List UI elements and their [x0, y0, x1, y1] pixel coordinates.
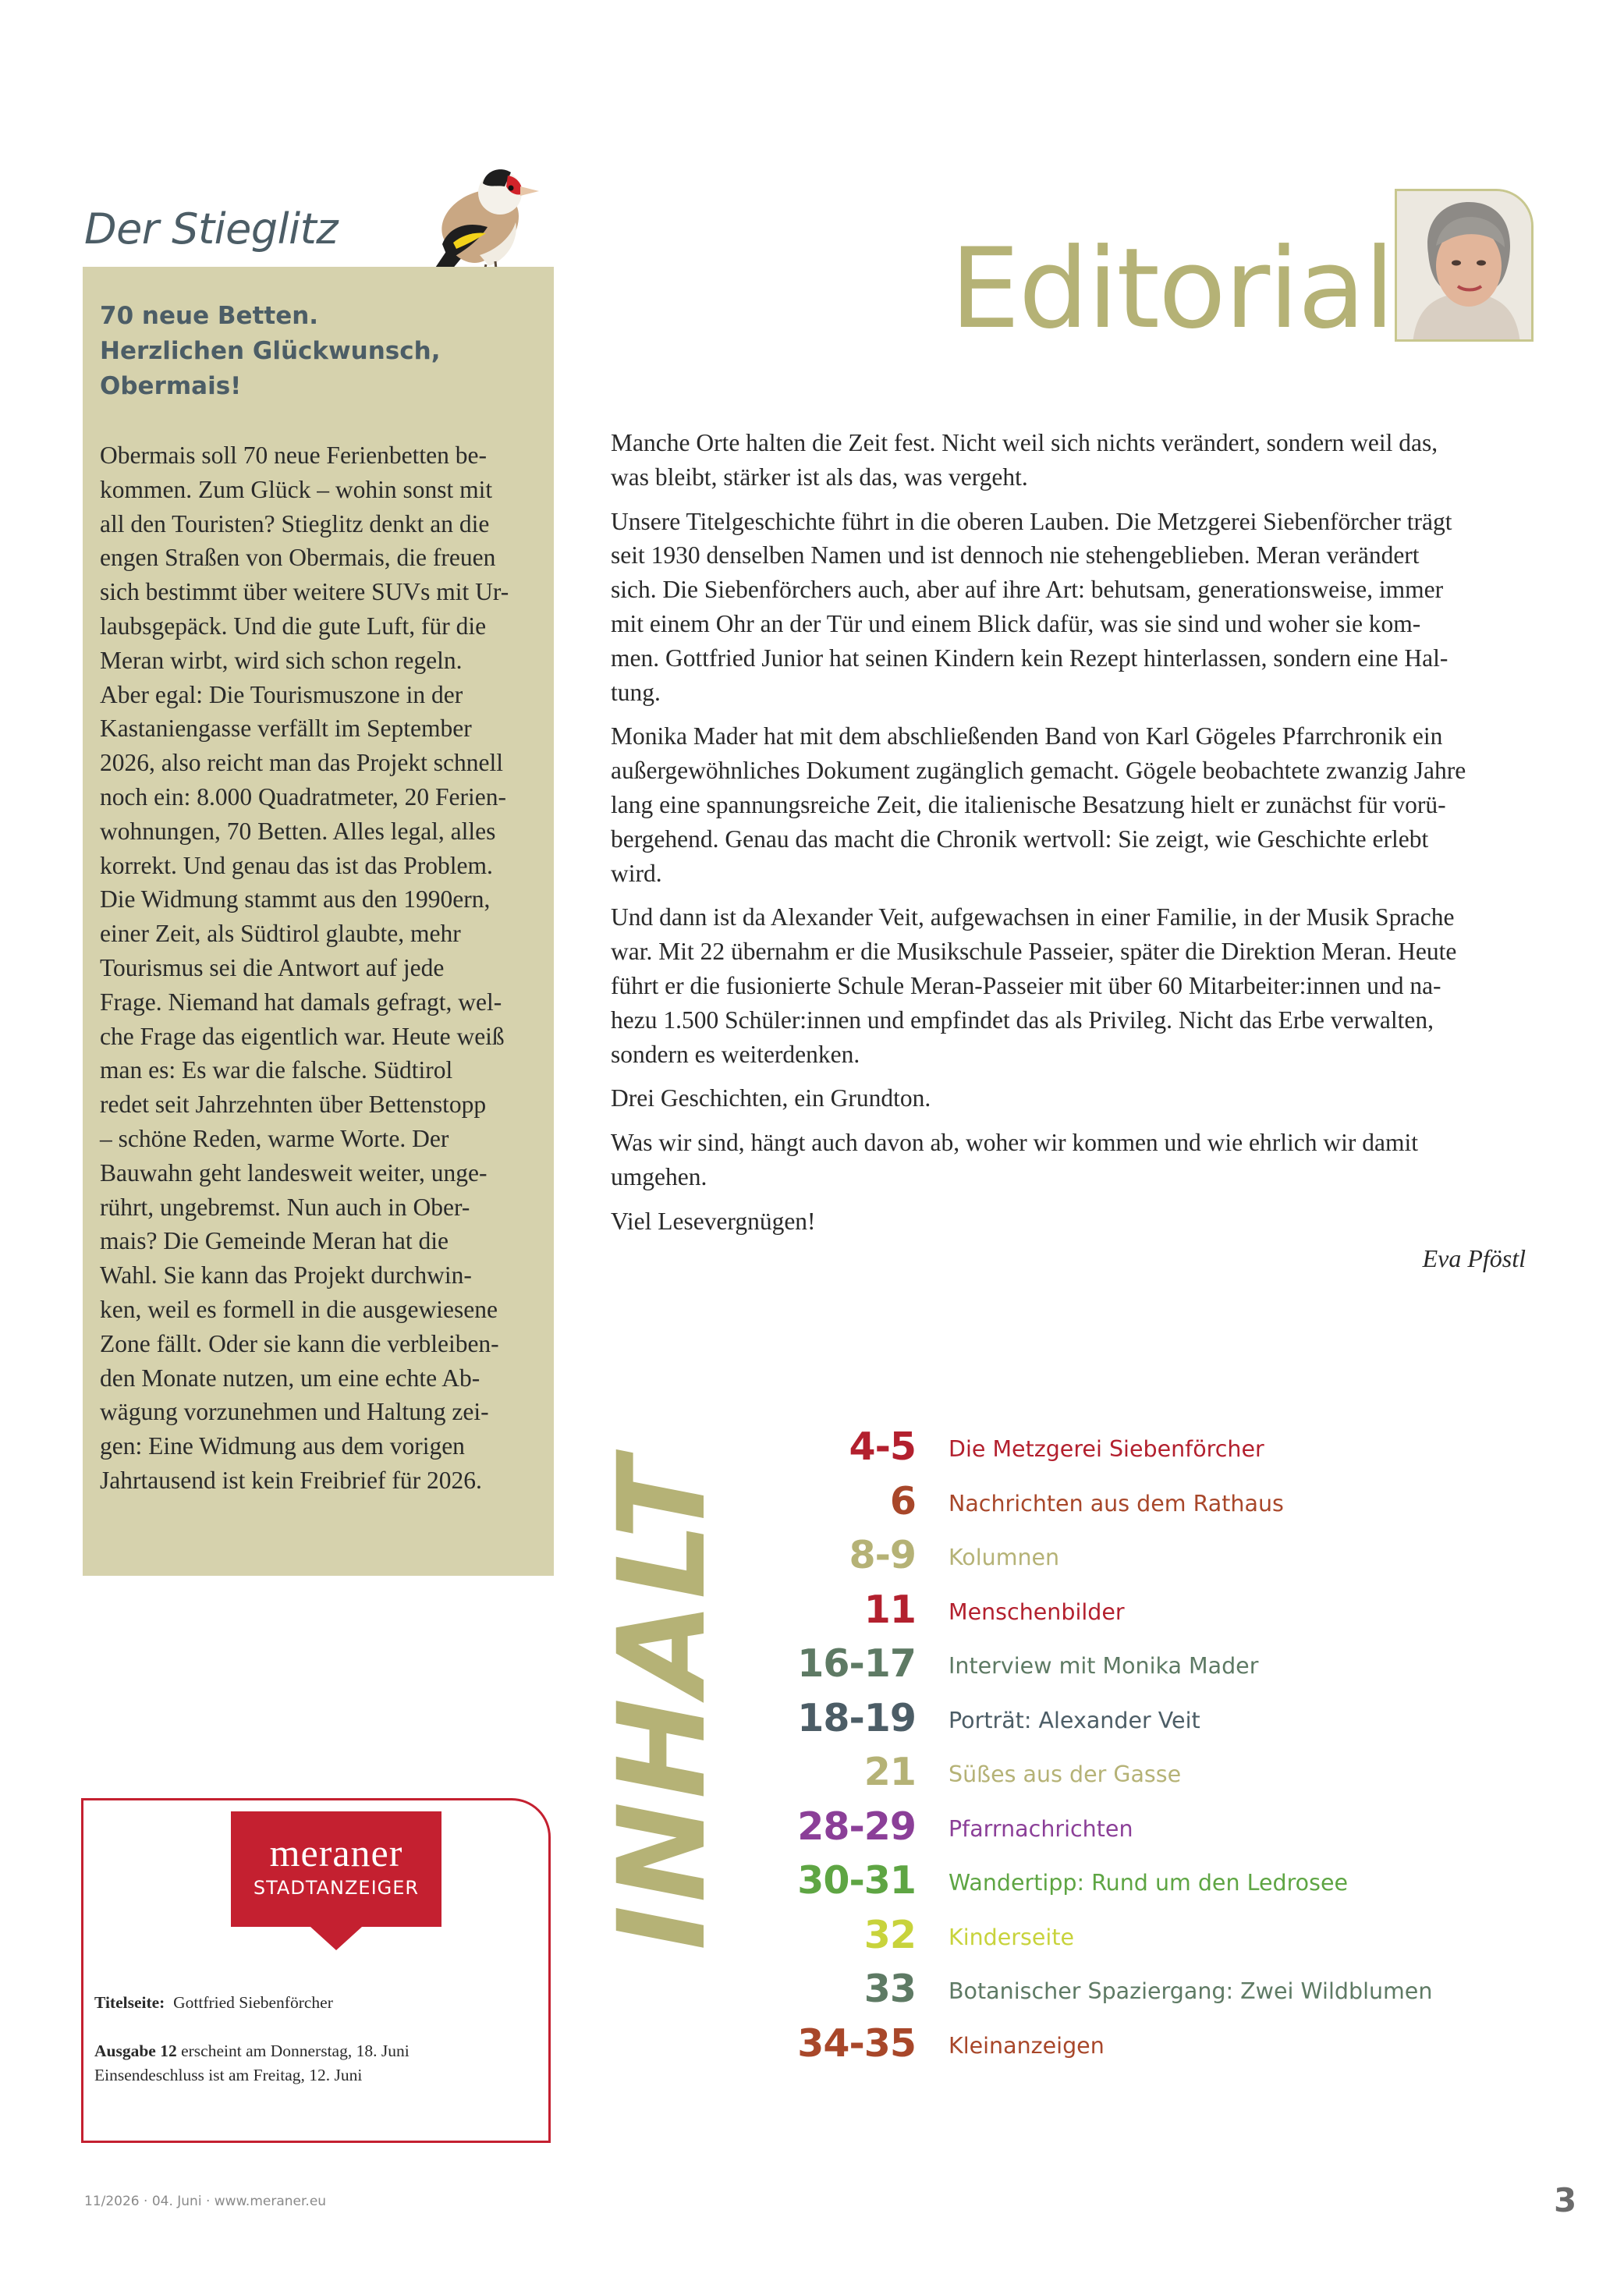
- toc-page-number: 34-35: [797, 2020, 916, 2066]
- toc-label: Kinderseite: [949, 1924, 1075, 1950]
- toc-page-number: 16-17: [797, 1641, 916, 1686]
- stieglitz-body-line: ken, weil es formell in die ausgewiesene: [100, 1295, 498, 1323]
- inhalt-heading: INHALT: [593, 1454, 732, 1950]
- footer-info: 11/2026 · 04. Juni · www.meraner.eu: [84, 2194, 327, 2209]
- logo-subtitle: STADTANZEIGER: [253, 1877, 420, 1899]
- toc-row[interactable]: [749, 1641, 1529, 1695]
- logo-word: meraner: [269, 1831, 403, 1875]
- toc-label: Porträt: Alexander Veit: [949, 1707, 1200, 1733]
- toc-row[interactable]: [749, 2020, 1529, 2075]
- toc-label: Interview mit Monika Mader: [949, 1653, 1259, 1679]
- toc-page-number: 4-5: [849, 1424, 916, 1469]
- editorial-line: was bleibt, stärker ist als das, was vergeht.: [611, 463, 1028, 491]
- toc-label: Kolumnen: [949, 1545, 1060, 1570]
- toc-page-number: 28-29: [797, 1804, 916, 1849]
- editorial-line: bergehend. Genau das macht die Chronik wertvoll: Sie zeigt, wie Geschichte erlebt: [611, 825, 1429, 853]
- editorial-line: mit einem Ohr an der Tür und einem Blick dafür, was sie sind und woher sie kom-: [611, 609, 1421, 637]
- imprint-issue-line: Ausgabe 12 erscheint am Donnerstag, 18. Juni: [94, 2042, 410, 2060]
- stieglitz-body-line: Wahl. Sie kann das Projekt durchwin-: [100, 1261, 472, 1289]
- editorial-paragraph: [611, 900, 1531, 1071]
- editorial-paragraph: [611, 505, 1531, 710]
- editorial-line: war. Mit 22 übernahm er die Musikschule Passeier, später die Direktion Meran. Heute: [611, 938, 1457, 966]
- page-number: 3: [1554, 2181, 1577, 2219]
- stieglitz-body-line: den Monate nutzen, um eine echte Ab-: [100, 1364, 480, 1392]
- imprint-deadline-line: Einsendeschluss ist am Freitag, 12. Juni: [94, 2066, 363, 2084]
- toc-page-number: 8-9: [849, 1533, 916, 1577]
- editorial-line: tung.: [611, 678, 661, 706]
- editorial-line: Drei Geschichten, ein Grundton.: [611, 1084, 931, 1112]
- toc-row[interactable]: [749, 1532, 1529, 1587]
- toc-label: Pfarrnachrichten: [949, 1815, 1133, 1842]
- editorial-title: Editorial: [950, 225, 1394, 353]
- toc-label: Kleinanzeigen: [949, 2032, 1105, 2059]
- editorial-signature: Eva Pföstl: [1422, 1244, 1526, 1272]
- editorial-line: umgehen.: [611, 1162, 707, 1190]
- editorial-line: Was wir sind, hängt auch davon ab, woher wir kommen und wie ehrlich wir damit: [611, 1129, 1418, 1157]
- editorial-line: sich. Die Siebenförchers auch, aber auf ihre Art: behutsam, generationsweise, immer: [611, 576, 1444, 604]
- stieglitz-body-line: Zone fällt. Oder sie kann die verbleiben-: [100, 1329, 499, 1357]
- editorial-line: Monika Mader hat mit dem abschließenden Band von Karl Gögeles Pfarrchronik ein: [611, 722, 1443, 750]
- editorial-line: men. Gottfried Junior hat seinen Kindern kein Rezept hinterlassen, sondern eine Hal-: [611, 644, 1448, 672]
- stieglitz-body-line: rührt, ungebremst. Nun auch in Ober-: [100, 1193, 470, 1221]
- editorial-line: lang eine spannungsreiche Zeit, die italienische Besatzung hielt er zunächst für vorü-: [611, 790, 1446, 818]
- stieglitz-body-line: Aber egal: Die Tourismuszone in der: [100, 680, 463, 708]
- stieglitz-body: [100, 438, 537, 1498]
- toc-page-number: 30-31: [797, 1858, 916, 1903]
- toc-row[interactable]: [749, 1912, 1529, 1967]
- toc-label: Botanischer Spaziergang: Zwei Wildblumen: [949, 1978, 1433, 2004]
- stieglitz-body-line: kommen. Zum Glück – wohin sonst mit: [100, 475, 493, 503]
- table-of-contents: [749, 1424, 1529, 2074]
- stieglitz-body-line: gen: Eine Widmung aus dem vorigen: [100, 1432, 465, 1460]
- editorial-line: Und dann ist da Alexander Veit, aufgewachsen in einer Familie, in der Musik Sprache: [611, 903, 1455, 931]
- editorial-paragraph: [611, 719, 1531, 890]
- stieglitz-body-line: redet seit Jahrzehnten über Bettenstopp: [100, 1091, 487, 1119]
- toc-row[interactable]: [749, 1749, 1529, 1804]
- toc-page-number: 32: [863, 1912, 916, 1957]
- stieglitz-body-line: Kastaniengasse verfällt im September: [100, 715, 472, 743]
- toc-page-number: 11: [863, 1587, 916, 1632]
- stieglitz-body-line: – schöne Reden, warme Worte. Der: [100, 1124, 449, 1152]
- editorial-paragraph: [611, 426, 1531, 495]
- stieglitz-body-line: Bauwahn geht landesweit weiter, unge-: [100, 1158, 488, 1187]
- toc-label: Süßes aus der Gasse: [949, 1761, 1182, 1787]
- toc-label: Die Metzgerei Siebenförcher: [949, 1436, 1264, 1462]
- stieglitz-body-line: Frage. Niemand hat damals gefragt, wel-: [100, 988, 502, 1016]
- stieglitz-body-line: Meran wirbt, wird sich schon regeln.: [100, 646, 463, 674]
- toc-row[interactable]: [749, 1424, 1529, 1478]
- toc-page-number: 33: [863, 1967, 916, 2011]
- editorial-line: Manche Orte halten die Zeit fest. Nicht weil sich nichts verändert, sondern weil das,: [611, 429, 1438, 456]
- imprint-cover-line: Titelseite: Gottfried Siebenförcher: [94, 1993, 333, 2012]
- editorial-line: führt er die fusionierte Schule Meran-Passeier mit über 60 Mitarbeiter:innen und na-: [611, 971, 1441, 999]
- editorial-paragraph: [611, 1126, 1531, 1194]
- stieglitz-body-line: Obermais soll 70 neue Ferienbetten be-: [100, 442, 487, 469]
- stieglitz-body-line: sich bestimmt über weitere SUVs mit Ur-: [100, 578, 509, 606]
- toc-row[interactable]: [749, 1966, 1529, 2020]
- editorial-paragraph: [611, 1204, 1531, 1239]
- editorial-line: außergewöhnliches Dokument zugänglich gemacht. Gögele beobachtete zwanzig Jahre: [611, 757, 1466, 785]
- stieglitz-body-line: engen Straßen von Obermais, die freuen: [100, 544, 496, 572]
- toc-label: Wandertipp: Rund um den Ledrosee: [949, 1870, 1349, 1896]
- toc-row[interactable]: [749, 1857, 1529, 1912]
- editorial-line: Unsere Titelgeschichte führt in die oberen Lauben. Die Metzgerei Siebenförcher trägt: [611, 507, 1452, 535]
- stieglitz-headline: 70 neue Betten. Herzlichen Glückwunsch, Obermais!: [100, 302, 441, 400]
- toc-label: Menschenbilder: [949, 1598, 1125, 1625]
- author-portrait-image: [1397, 191, 1534, 342]
- stieglitz-body-line: Jahrtausend ist kein Freibrief für 2026.: [100, 1466, 482, 1494]
- editorial-paragraph: [611, 1081, 1531, 1116]
- editorial-body: [611, 426, 1531, 1249]
- toc-page-number: 18-19: [797, 1695, 916, 1740]
- editorial-line: wird.: [611, 859, 662, 887]
- stieglitz-body-line: 2026, also reicht man das Projekt schnell: [100, 749, 504, 777]
- stieglitz-body-line: all den Touristen? Stieglitz denkt an die: [100, 509, 490, 537]
- stieglitz-body-line: mais? Die Gemeinde Meran hat die: [100, 1227, 449, 1255]
- stieglitz-body-line: laubsgepäck. Und die gute Luft, für die: [100, 612, 487, 640]
- editorial-line: Viel Lesevergnügen!: [611, 1207, 816, 1235]
- toc-label: Nachrichten aus dem Rathaus: [949, 1490, 1284, 1517]
- toc-page-number: 6: [889, 1478, 916, 1524]
- stieglitz-title: Der Stieglitz: [84, 204, 339, 254]
- stieglitz-body-line: noch ein: 8.000 Quadratmeter, 20 Ferien-: [100, 782, 506, 811]
- editorial-line: sondern es weiterdenken.: [611, 1040, 860, 1068]
- author-portrait: [1395, 189, 1534, 342]
- stieglitz-body-line: wohnungen, 70 Betten. Alles legal, alles: [100, 817, 496, 845]
- toc-page-number: 21: [863, 1750, 916, 1794]
- stieglitz-body-line: Die Widmung stammt aus den 1990ern,: [100, 885, 491, 913]
- editorial-line: hezu 1.500 Schüler:innen und empfindet das als Privileg. Nicht das Erbe verwalten,: [611, 1006, 1434, 1034]
- stieglitz-body-line: man es: Es war die falsche. Südtirol: [100, 1056, 453, 1084]
- stieglitz-body-line: Tourismus sei die Antwort auf jede: [100, 953, 445, 981]
- stieglitz-body-line: wägung vorzunehmen und Haltung zei-: [100, 1398, 489, 1426]
- stieglitz-body-line: einer Zeit, als Südtirol glaubte, mehr: [100, 920, 461, 948]
- toc-row[interactable]: [749, 1587, 1529, 1641]
- editorial-line: seit 1930 denselben Namen und ist dennoch nie stehengeblieben. Meran verändert: [611, 541, 1420, 569]
- toc-row[interactable]: [749, 1804, 1529, 1858]
- toc-row[interactable]: [749, 1695, 1529, 1750]
- toc-row[interactable]: [749, 1478, 1529, 1533]
- stieglitz-body-line: che Frage das eigentlich war. Heute weiß: [100, 1022, 505, 1050]
- stieglitz-body-line: korrekt. Und genau das ist das Problem.: [100, 851, 493, 879]
